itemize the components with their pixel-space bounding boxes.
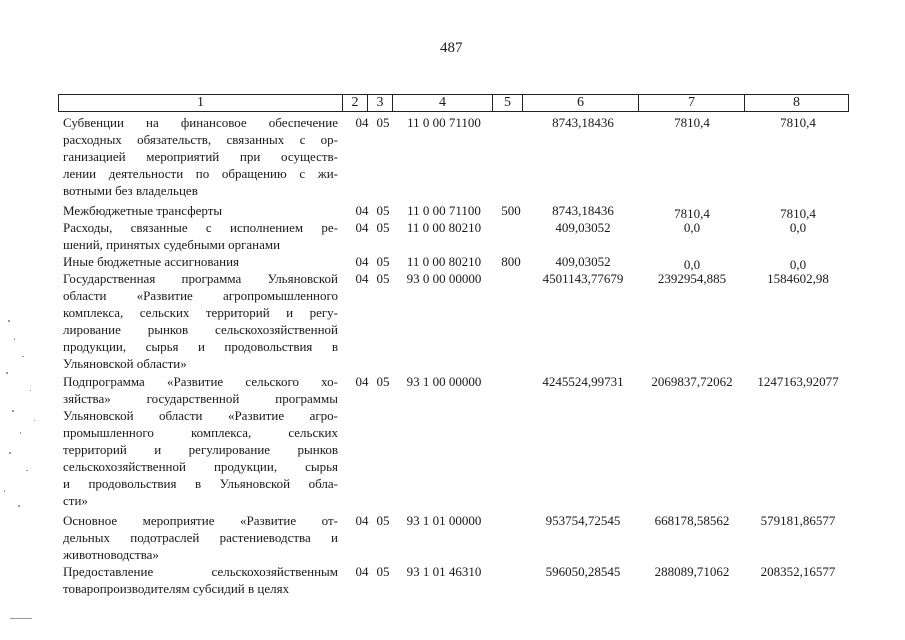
header-col-1: 1 <box>59 95 343 111</box>
header-col-6: 6 <box>523 95 639 111</box>
row-cell-c7: 2392954,885 <box>657 271 727 286</box>
row-cell-c4: 93 0 00 00000 <box>406 271 482 286</box>
row-cell-c4: 93 1 00 00000 <box>406 374 482 389</box>
row-cell-c6: 8743,18436 <box>552 203 614 218</box>
row-name-line: промышленного комплекса, сельских <box>63 425 338 440</box>
row-name-line: продукции, сырья и продовольствия в <box>63 339 338 354</box>
row-cell-c6: 409,03052 <box>555 254 611 269</box>
row-cell-c3: 05 <box>376 254 390 269</box>
row-cell-c7: 0,0 <box>683 257 701 272</box>
header-col-3: 3 <box>368 95 393 111</box>
row-name-line: области «Развитие агропромышленного <box>63 288 338 303</box>
row-cell-c4: 11 0 00 80210 <box>406 254 482 269</box>
row-cell-c6: 953754,72545 <box>545 513 621 528</box>
row-cell-c4: 11 0 00 80210 <box>406 220 482 235</box>
row-name <box>63 270 338 372</box>
row-cell-c2: 04 <box>355 115 369 130</box>
row-name-line: Основное мероприятие «Развитие от- <box>63 513 338 528</box>
row-name-line: дельных подотраслей растениеводства и <box>63 530 338 545</box>
row-cell-c6: 409,03052 <box>555 220 611 235</box>
row-cell-c8: 7810,4 <box>780 206 816 221</box>
row-cell-c8: 208352,16577 <box>760 564 836 579</box>
row-name-line: Ульяновской области «Развитие агро- <box>63 408 338 423</box>
row-cell-c4: 93 1 01 00000 <box>406 513 482 528</box>
row-cell-c2: 04 <box>355 271 369 286</box>
header-col-7: 7 <box>639 95 745 111</box>
row-name-line: территорий и регулирование рынков <box>63 442 338 457</box>
row-cell-c3: 05 <box>376 220 390 235</box>
header-col-5: 5 <box>493 95 523 111</box>
row-cell-c2: 04 <box>355 564 369 579</box>
row-cell-c6: 8743,18436 <box>552 115 614 130</box>
row-cell-c3: 05 <box>376 271 390 286</box>
row-name <box>63 563 338 597</box>
row-cell-c2: 04 <box>355 254 369 269</box>
row-name-line: ганизацией мероприятий при осуществ- <box>63 149 338 164</box>
row-cell-c2: 04 <box>355 513 369 528</box>
header-col-8: 8 <box>793 95 800 110</box>
row-cell-c7: 288089,71062 <box>654 564 730 579</box>
row-name-line: расходных обязательств, связанных с ор- <box>63 132 338 147</box>
row-cell-c3: 05 <box>376 564 390 579</box>
row-cell-c4: 11 0 00 71100 <box>407 115 481 130</box>
row-name-line: сельскохозяйственной продукции, сырья <box>63 459 338 474</box>
row-name-line: вотными без владельцев <box>63 183 198 198</box>
row-cell-c8: 579181,86577 <box>760 513 836 528</box>
row-cell-c7: 0,0 <box>683 220 701 235</box>
row-cell-c7: 7810,4 <box>674 115 710 130</box>
row-name-line: Подпрограмма «Развитие сельского хо- <box>63 374 338 389</box>
row-name-line: комплекса, сельских территорий и регу- <box>63 305 338 320</box>
row-name-line: Предоставление сельскохозяйственным <box>63 564 338 579</box>
row-cell-c3: 05 <box>376 374 390 389</box>
row-cell-c5: 800 <box>501 254 521 269</box>
row-name-line: и продовольствия в Ульяновской обла- <box>63 476 338 491</box>
row-cell-c4: 11 0 00 71100 <box>407 203 481 218</box>
row-name-line: сти» <box>63 493 88 508</box>
page-number: 487 <box>440 40 463 56</box>
row-cell-c5: 500 <box>501 203 521 218</box>
row-cell-c2: 04 <box>355 374 369 389</box>
row-cell-c6: 4245524,99731 <box>542 374 624 389</box>
row-cell-c8: 0,0 <box>789 220 807 235</box>
row-name-line: лирование рынков сельскохозяйственной <box>63 322 338 337</box>
row-name <box>63 373 338 509</box>
row-name-line: Субвенции на финансовое обеспечение <box>63 115 338 130</box>
row-name-line: зяйства» государственной программы <box>63 391 338 406</box>
header-col-4: 4 <box>393 95 493 111</box>
row-cell-c8: 7810,4 <box>780 115 816 130</box>
row-cell-c3: 05 <box>376 115 390 130</box>
row-cell-c3: 05 <box>376 513 390 528</box>
row-name <box>63 253 338 270</box>
row-name-line: лении деятельности по обращению с жи- <box>63 166 338 181</box>
row-name-line: Расходы, связанные с исполнением ре- <box>63 220 338 235</box>
row-cell-c2: 04 <box>355 220 369 235</box>
row-name-line: Межбюджетные трансферты <box>63 203 223 218</box>
row-name-line: шений, принятых судебными органами <box>63 237 281 252</box>
row-name-line: Государственная программа Ульяновской <box>63 271 338 286</box>
row-cell-c3: 05 <box>376 203 390 218</box>
row-cell-c6: 4501143,77679 <box>542 271 624 286</box>
row-cell-c4: 93 1 01 46310 <box>406 564 482 579</box>
row-cell-c2: 04 <box>355 203 369 218</box>
row-name <box>63 512 338 563</box>
row-name-line: Иные бюджетные ассигнования <box>63 254 240 269</box>
row-cell-c6: 596050,28545 <box>545 564 621 579</box>
row-name <box>63 219 338 253</box>
row-cell-c8: 1247163,92077 <box>757 374 839 389</box>
row-cell-c7: 668178,58562 <box>654 513 730 528</box>
row-cell-c8: 0,0 <box>789 257 807 272</box>
row-name <box>63 202 338 219</box>
header-col-2: 2 <box>343 95 368 111</box>
row-name-line: товаропроизводителям субсидий в целях <box>63 581 290 596</box>
row-name-line: Ульяновской области» <box>63 356 187 371</box>
row-cell-c8: 1584602,98 <box>767 271 829 286</box>
row-cell-c7: 7810,4 <box>674 206 710 221</box>
row-cell-c7: 2069837,72062 <box>651 374 733 389</box>
row-name-line: животноводства» <box>63 547 159 562</box>
row-name <box>63 114 338 199</box>
